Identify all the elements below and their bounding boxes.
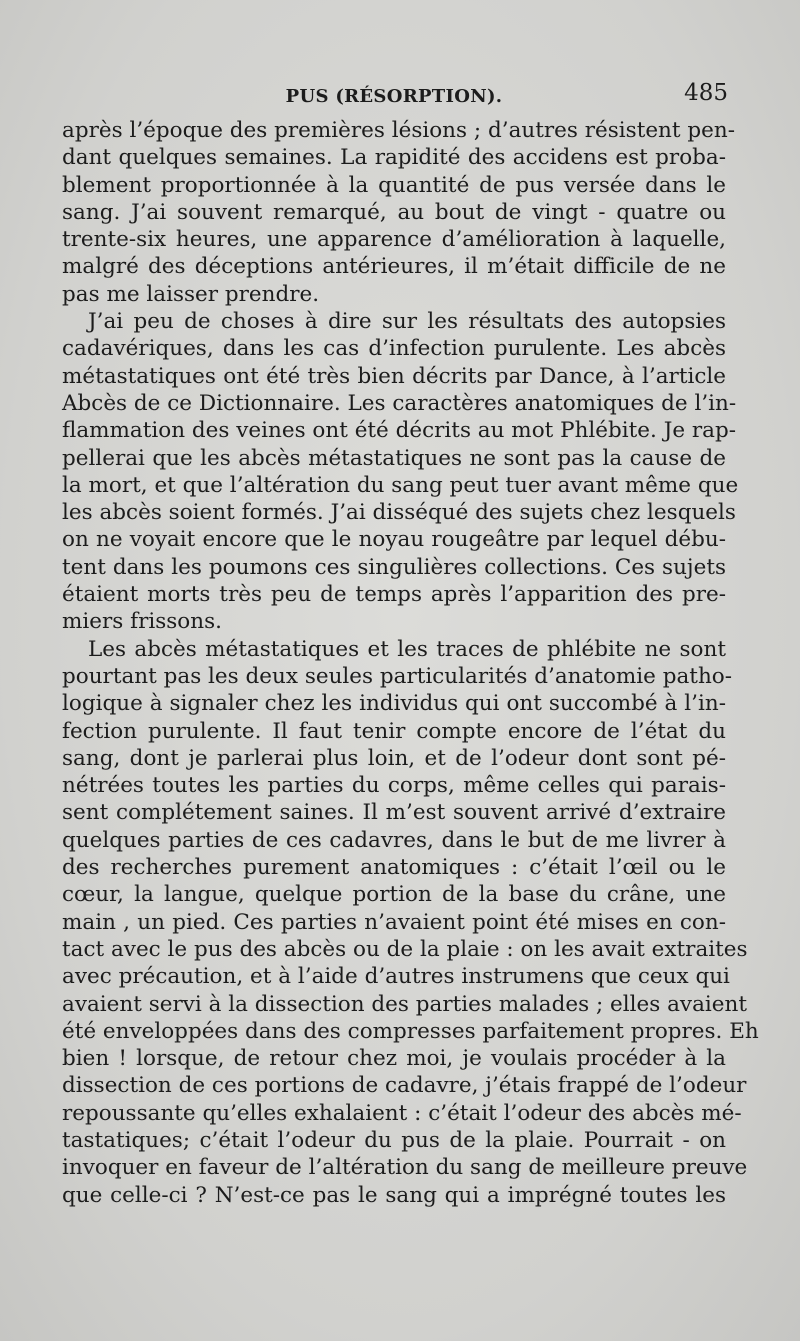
text-line: flammation des veines ont été décrits au mot Phlébite. Je rap- — [62, 418, 736, 444]
text-line: quelques parties de ces cadavres, dans le but de me livrer à — [62, 827, 726, 853]
text-line: après l’époque des premières lésions ; d’autres résistent pen- — [62, 118, 735, 143]
text-line: nétrées toutes les parties du corps, même celles qui parais- — [62, 773, 726, 799]
body-text — [62, 117, 759, 1209]
text-line: cœur, la langue, quelque portion de la base du crâne, une — [62, 882, 726, 908]
text-line: tent dans les poumons ces singulières collections. Ces sujets — [62, 554, 726, 580]
text-line: cadavériques, dans les cas d’infection purulente. Les abcès — [62, 336, 726, 362]
text-line: repoussante qu’elles exhalaient : c’était l’odeur des abcès mé- — [62, 1100, 742, 1126]
text-line: que celle-ci ? N’est-ce pas le sang qui a imprégné toutes les — [62, 1182, 726, 1208]
text-line: métastatiques ont été très bien décrits par Dance, à l’article — [62, 363, 726, 389]
text-line: tact avec le pus des abcès ou de la plaie : on les avait extraites — [62, 936, 748, 962]
text-line: les abcès soient formés. J’ai disséqué des sujets chez lesquels — [62, 500, 736, 526]
page-number: 485 — [684, 80, 728, 106]
text-line: trente-six heures, une apparence d’amélioration à laquelle, — [62, 227, 726, 253]
text-line: logique à signaler chez les individus qui ont succombé à l’in- — [62, 691, 726, 717]
text-line: été enveloppées dans des compresses parfaitement propres. Eh — [62, 1018, 759, 1044]
text-line: sent complétement saines. Il m’est souvent arrivé d’extraire — [62, 800, 726, 826]
text-line: Abcès de ce Dictionnaire. Les caractères anatomiques de l’in- — [62, 390, 737, 416]
text-line: miers frissons. — [62, 609, 222, 635]
page-header — [60, 80, 728, 112]
text-line: on ne voyait encore que le noyau rougeâtre par lequel débu- — [62, 527, 726, 553]
text-line: la mort, et que l’altération du sang peut tuer avant même que — [62, 472, 739, 498]
text-line: blement proportionnée à la quantité de pus versée dans le — [62, 172, 726, 198]
text-line: pas me laisser prendre. — [62, 281, 320, 307]
text-line: bien ! lorsque, de retour chez moi, je voulais procéder à la — [62, 1046, 726, 1072]
text-line: sang, dont je parlerai plus loin, et de l’odeur dont sont pé- — [62, 745, 726, 771]
text-line: avec précaution, et à l’aide d’autres instrumens que ceux qui — [62, 964, 730, 990]
running-title: PUS (RÉSORPTION). — [285, 86, 503, 107]
text-line: Les abcès métastatiques et les traces de phlébite ne sont — [88, 636, 726, 662]
text-line: dissection de ces portions de cadavre, j’étais frappé de l’odeur — [62, 1073, 747, 1099]
text-line: sang. J’ai souvent remarqué, au bout de vingt - quatre ou — [62, 199, 726, 225]
text-line: dant quelques semaines. La rapidité des accidens est proba- — [62, 145, 726, 171]
text-line: J’ai peu de choses à dire sur les résultats des autopsies — [88, 309, 726, 335]
text-line: pourtant pas les deux seules particularités d’anatomie patho- — [62, 663, 732, 689]
text-line: main , un pied. Ces parties n’avaient point été mises en con- — [62, 909, 726, 935]
text-line: des recherches purement anatomiques : c’était l’œil ou le — [62, 855, 726, 881]
text-line: avaient servi à la dissection des parties malades ; elles avaient — [62, 991, 747, 1017]
text-line: fection purulente. Il faut tenir compte encore de l’état du — [62, 718, 726, 744]
text-line: invoquer en faveur de l’altération du sang de meilleure preuve — [62, 1155, 748, 1181]
text-line: étaient morts très peu de temps après l’apparition des pre- — [62, 582, 726, 608]
text-line: pellerai que les abcès métastatiques ne sont pas la cause de — [62, 445, 726, 471]
text-line: malgré des déceptions antérieures, il m’était difficile de ne — [62, 254, 726, 280]
text-line: tastatiques; c’était l’odeur du pus de la plaie. Pourrait - on — [62, 1127, 726, 1153]
